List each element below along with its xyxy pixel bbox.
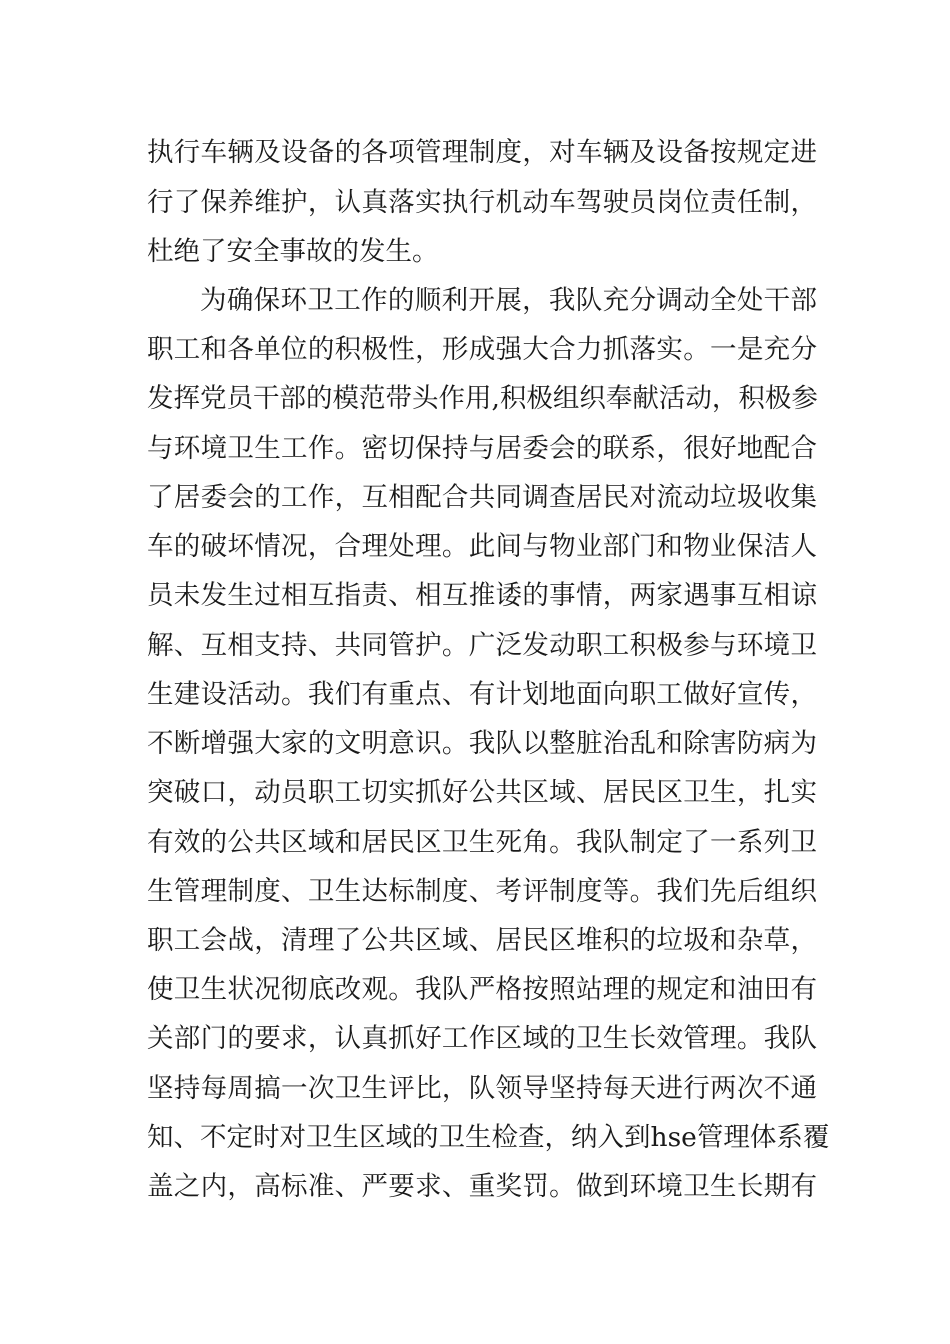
text-line: 执行车辆及设备的各项管理制度，对车辆及设备按规定进: [147, 137, 817, 168]
text-line: 与环境卫生工作。密切保持与居委会的联系，很好地配合: [147, 433, 817, 464]
text-line: 有效的公共区域和居民区卫生死角。我队制定了一系列卫: [147, 827, 817, 858]
text-line: 杜绝了安全事故的发生。: [147, 236, 439, 267]
text-line: 员未发生过相互指责、相互推诿的事情，两家遇事互相谅: [147, 580, 817, 611]
text-line: 职工和各单位的积极性，形成强大合力抓落实。一是充分: [147, 334, 817, 365]
text-line: 生建设活动。我们有重点、有计划地面向职工做好宣传，: [147, 679, 817, 710]
text-line: 了居委会的工作，互相配合共同调查居民对流动垃圾收集: [147, 482, 817, 513]
text-line: 车的破坏情况，合理处理。此间与物业部门和物业保洁人: [147, 531, 817, 562]
text-line: 行了保养维护，认真落实执行机动车驾驶员岗位责任制，: [147, 187, 817, 218]
text-line: 不断增强大家的文明意识。我队以整脏治乱和除害防病为: [147, 728, 817, 759]
text-line: 使卫生状况彻底改观。我队严格按照站理的规定和油田有: [147, 974, 817, 1005]
paragraph-first-line: 为确保环卫工作的顺利开展，我队充分调动全处干部: [200, 285, 817, 316]
text-line: 突破口，动员职工切实抓好公共区域、居民区卫生，扎实: [147, 777, 817, 808]
text-line: 知、不定时对卫生区域的卫生检查，纳入到hse管理体系覆: [147, 1122, 830, 1153]
text-line: 关部门的要求，认真抓好工作区域的卫生长效管理。我队: [147, 1023, 817, 1054]
text-line: 发挥党员干部的模范带头作用,积极组织奉献活动，积极参: [147, 383, 818, 414]
text-line: 解、互相支持、共同管护。广泛发动职工积极参与环境卫: [147, 630, 817, 661]
text-line: 盖之内，高标准、严要求、重奖罚。做到环境卫生长期有: [147, 1171, 817, 1202]
text-line: 坚持每周搞一次卫生评比，队领导坚持每天进行两次不通: [147, 1073, 817, 1104]
text-line: 职工会战，清理了公共区域、居民区堆积的垃圾和杂草，: [147, 925, 817, 956]
text-line: 生管理制度、卫生达标制度、考评制度等。我们先后组织: [147, 876, 817, 907]
